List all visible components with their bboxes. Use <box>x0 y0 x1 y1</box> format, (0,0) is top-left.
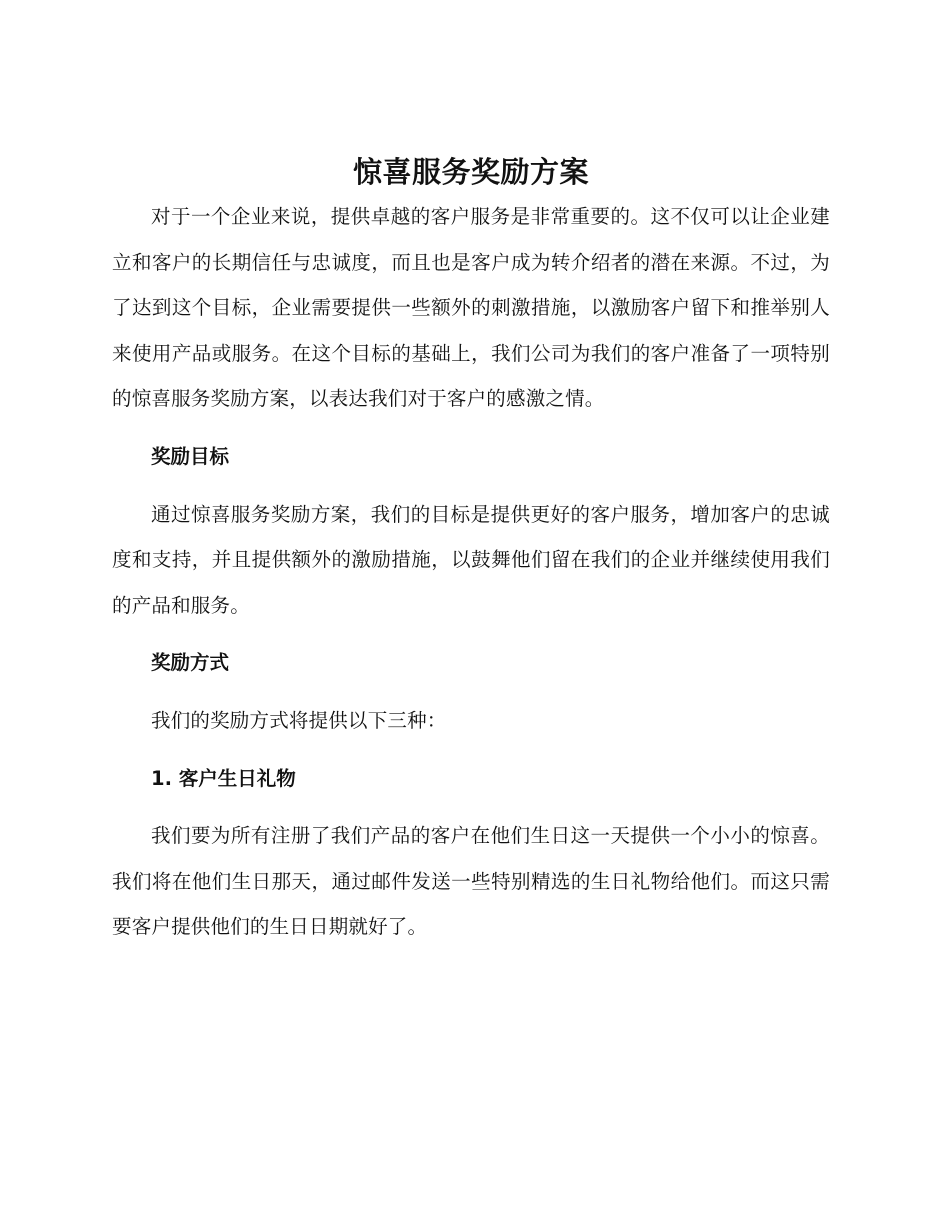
spacer <box>112 686 830 698</box>
spacer <box>112 422 830 434</box>
section-heading-method: 奖励方式 <box>151 651 230 675</box>
section-heading-goal: 奖励目标 <box>151 444 230 468</box>
spacer <box>112 480 830 492</box>
section-body-method: 我们的奖励方式将提供以下三种： <box>151 708 447 732</box>
section-heading-birthday-gift: 1. 客户生日礼物 <box>151 766 296 790</box>
spacer <box>112 801 830 813</box>
intro-paragraph: 对于一个企业来说，提供卓越的客户服务是非常重要的。这不仅可以让企业建立和客户的长期信任与忠诚度，而且也是客户成为转介绍者的潜在来源。不过，为了达到这个目标，企业需要提供一些额外的刺激措施，以激励客户留下和推举别人来使用产品或服务。在这个目标的基础上，我们公司为我们的客户准备了一项特别的惊喜服务奖励方案，以表达我们对于客户的感激之情。 <box>112 205 830 411</box>
section-body-goal: 通过惊喜服务奖励方案，我们的目标是提供更好的客户服务，增加客户的忠诚度和支持，并且提供额外的激励措施，以鼓舞他们留在我们的企业并继续使用我们的产品和服务。 <box>112 502 830 617</box>
spacer <box>112 744 830 756</box>
document-title: 惊喜服务奖励方案 <box>352 155 589 189</box>
document-page <box>112 150 830 950</box>
spacer <box>112 628 830 640</box>
section-body-birthday-gift: 我们要为所有注册了我们产品的客户在他们生日这一天提供一个小小的惊喜。我们将在他们生日那天，通过邮件发送一些特别精选的生日礼物给他们。而这只需要客户提供他们的生日日期就好了。 <box>112 824 830 939</box>
